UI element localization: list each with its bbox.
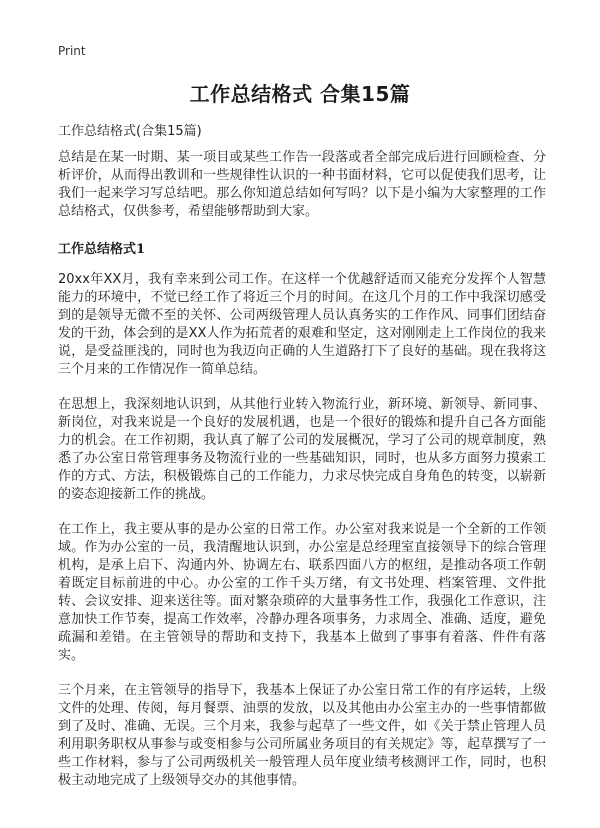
- document-subtitle: 工作总结格式(合集15篇): [58, 124, 202, 139]
- intro-paragraph: 总结是在某一时期、某一项目或某些工作告一段落或者全部完成后进行回顾检查、分析评价，从而得出教训和一些规律性认识的一种书面材料，它可以促使我们思考，让我们一起来学习写总结吧。那么你知道总结如何写吗？以下是小编为大家整理的工作总结格式，仅供参考，希望能够帮助到大家。: [58, 150, 546, 219]
- document-body: [58, 149, 546, 807]
- body-paragraph: 在思想上，我深刻地认识到，从其他行业转入物流行业，新环境、新领导、新同事、新岗位，对我来说是一个良好的发展机遇，也是一个很好的锻炼和提升自己各方面能力的机会。在工作初期，我认真了解了公司的发展概况，学习了公司的规章制度，熟悉了办公室日常管理事务及物流行业的一些基础知识，同时，也从多方面努力摸索工作的方式、方法，积极锻炼自己的工作能力，力求尽快完成自身角色的转变，以崭新的姿态迎接新工作的挑战。: [58, 397, 546, 502]
- body-paragraph: 20xx年XX月，我有幸来到公司工作。在这样一个优越舒适而又能充分发挥个人智慧能力的环境中，不觉已经工作了将近三个月的时间。在这几个月的工作中我深切感受到的是领导无微不至的关怀、公司两级管理人员认真务实的工作作风、同事们团结奋发的干劲，体会到的是XX人作为拓荒者的艰难和坚定，这对刚刚走上工作岗位的我来说，是受益匪浅的，同时也为我迈向正确的人生道路打下了良好的基础。现在我将这三个月来的工作情况作一简单总结。: [58, 272, 546, 377]
- section-heading: 工作总结格式1: [58, 242, 146, 257]
- body-paragraph: 三个月来，在主管领导的指导下，我基本上保证了办公室日常工作的有序运转，上级文件的处理、传阅，每月餐票、油票的发放，以及其他由办公室主办的一些事情都做到了及时、准确、无误。三个月来，我参与起草了一些文件，如《关于禁止管理人员利用职务职权从事参与或变相参与公司所属业务项目的有关规定》等，起草撰写了一些工作材料，参与了公司两级机关一般管理人员年度业绩考核测评工作，同时，也积极主动地完成了上级领导交办的其他事情。: [58, 683, 546, 788]
- body-paragraph: 在工作上，我主要从事的是办公室的日常工作。办公室对我来说是一个全新的工作领域。作为办公室的一员，我清醒地认识到，办公室是总经理室直接领导下的综合管理机构，是承上启下、沟通内外、协调左右、联系四面八方的枢纽，是推动各项工作朝着既定目标前进的中心。办公室的工作千头万绪，有文书处理、档案管理、文件批转、会议安排、迎来送往等。面对繁杂琐碎的大量事务性工作，我强化工作意识，注意加快工作节奏，提高工作效率，冷静办理各项事务，力求周全、准确、适度，避免疏漏和差错。在主管领导的帮助和支持下，我基本上做到了事事有着落、件件有落实。: [58, 522, 546, 663]
- print-button[interactable]: Print: [58, 44, 86, 58]
- page-title: 工作总结格式 合集15篇: [189, 82, 411, 106]
